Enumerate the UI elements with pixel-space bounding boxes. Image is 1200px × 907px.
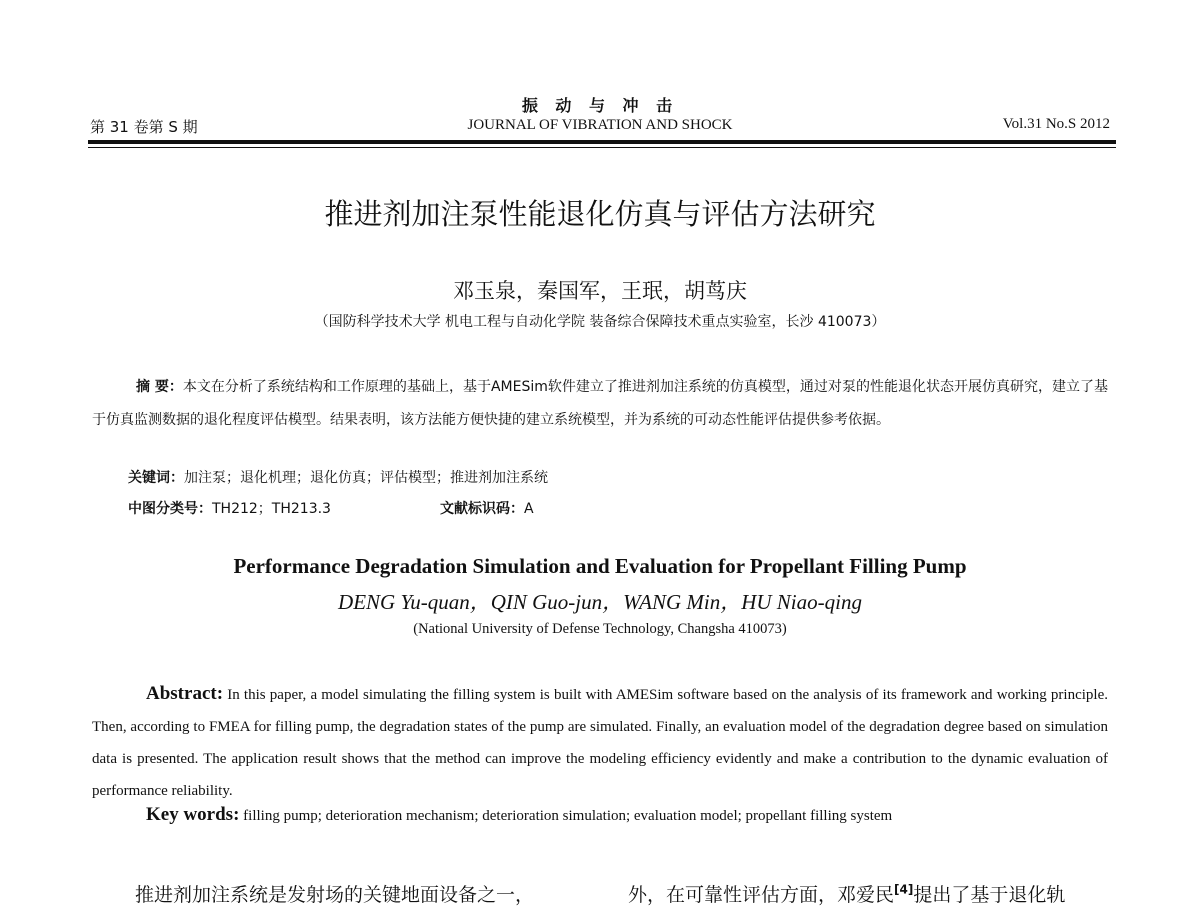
abstract-cn-label: 摘 要： xyxy=(136,379,183,395)
keywords-cn-label: 关键词： xyxy=(128,470,184,486)
doc-code-cn-label: 文献标识码： xyxy=(440,501,524,517)
header-journal-en: JOURNAL OF VIBRATION AND SHOCK xyxy=(467,117,733,133)
abstract-cn-text: 本文在分析了系统结构和工作原理的基础上，基于AMESim软件建立了推进剂加注系统的仿真模型，通过对泵的性能退化状态开展仿真研究，建立了基于仿真监测数据的退化程度评估模型。结果表明，该方法能方便快捷的建立系统模型，并为系统的可动态性能评估提供参考依据。 xyxy=(92,379,1108,428)
title-cn: 推进剂加注泵性能退化仿真与评估方法研究 xyxy=(324,197,876,231)
abstract-cn xyxy=(92,371,1108,437)
classification-cn-text: TH212；TH213.3 xyxy=(212,501,331,517)
header-volume-en: Vol.31 No.S 2012 xyxy=(1002,116,1110,132)
citation-ref: [4] xyxy=(894,882,914,897)
affiliation-cn: （国防科学技术大学 机电工程与自动化学院 装备综合保障技术重点实验室，长沙 410073） xyxy=(314,314,886,330)
abstract-en-text: In this paper, a model simulating the filling system is built with AMESim software based on the analysis of its framework and working principle. Then, according to FMEA for filling pump, the degradation states of the pump are simulated. Finally, an evaluation model of the degradation degree based on simulation data is presented. The application result shows that the method can improve the modeling efficiency evidently and make a contribution to the dynamic evaluation of performance reliability. xyxy=(92,687,1108,799)
keywords-cn-text: 加注泵；退化机理；退化仿真；评估模型；推进剂加注系统 xyxy=(184,470,548,486)
body-right-post: 提出了基于退化轨 xyxy=(913,884,1066,906)
authors-cn: 邓玉泉，秦国军，王珉，胡茑庆 xyxy=(453,279,747,303)
keywords-cn xyxy=(128,467,548,487)
header-volume-cn: 第 31 卷第 S 期 xyxy=(90,118,198,136)
abstract-en-label: Abstract: xyxy=(146,683,224,704)
keywords-en-text: filling pump; deterioration mechanism; deterioration simulation; evaluation model; propellant filling system xyxy=(243,808,893,824)
header-rule-thin xyxy=(88,147,1116,148)
body-right-line xyxy=(628,880,1065,907)
abstract-en xyxy=(92,678,1108,807)
body-right-pre: 外，在可靠性评估方面，邓爱民 xyxy=(628,884,895,906)
keywords-en xyxy=(146,804,892,826)
keywords-en-label: Key words: xyxy=(146,804,240,825)
title-en: Performance Degradation Simulation and Evaluation for Propellant Filling Pump xyxy=(233,554,967,578)
doc-code-cn-text: A xyxy=(524,501,534,517)
header-rule-thick xyxy=(88,140,1116,144)
authors-en: DENG Yu-quan，QIN Guo-jun，WANG Min，HU Niao-qing xyxy=(338,590,862,614)
doc-code-cn xyxy=(440,498,534,518)
affiliation-en: (National University of Defense Technology, Changsha 410073) xyxy=(413,621,787,637)
body-left-line: 推进剂加注系统是发射场的关键地面设备之一， xyxy=(135,884,535,906)
classification-cn xyxy=(128,498,331,518)
header-journal-cn: 振 动 与 冲 击 xyxy=(521,96,679,115)
classification-cn-label: 中图分类号： xyxy=(128,501,212,517)
